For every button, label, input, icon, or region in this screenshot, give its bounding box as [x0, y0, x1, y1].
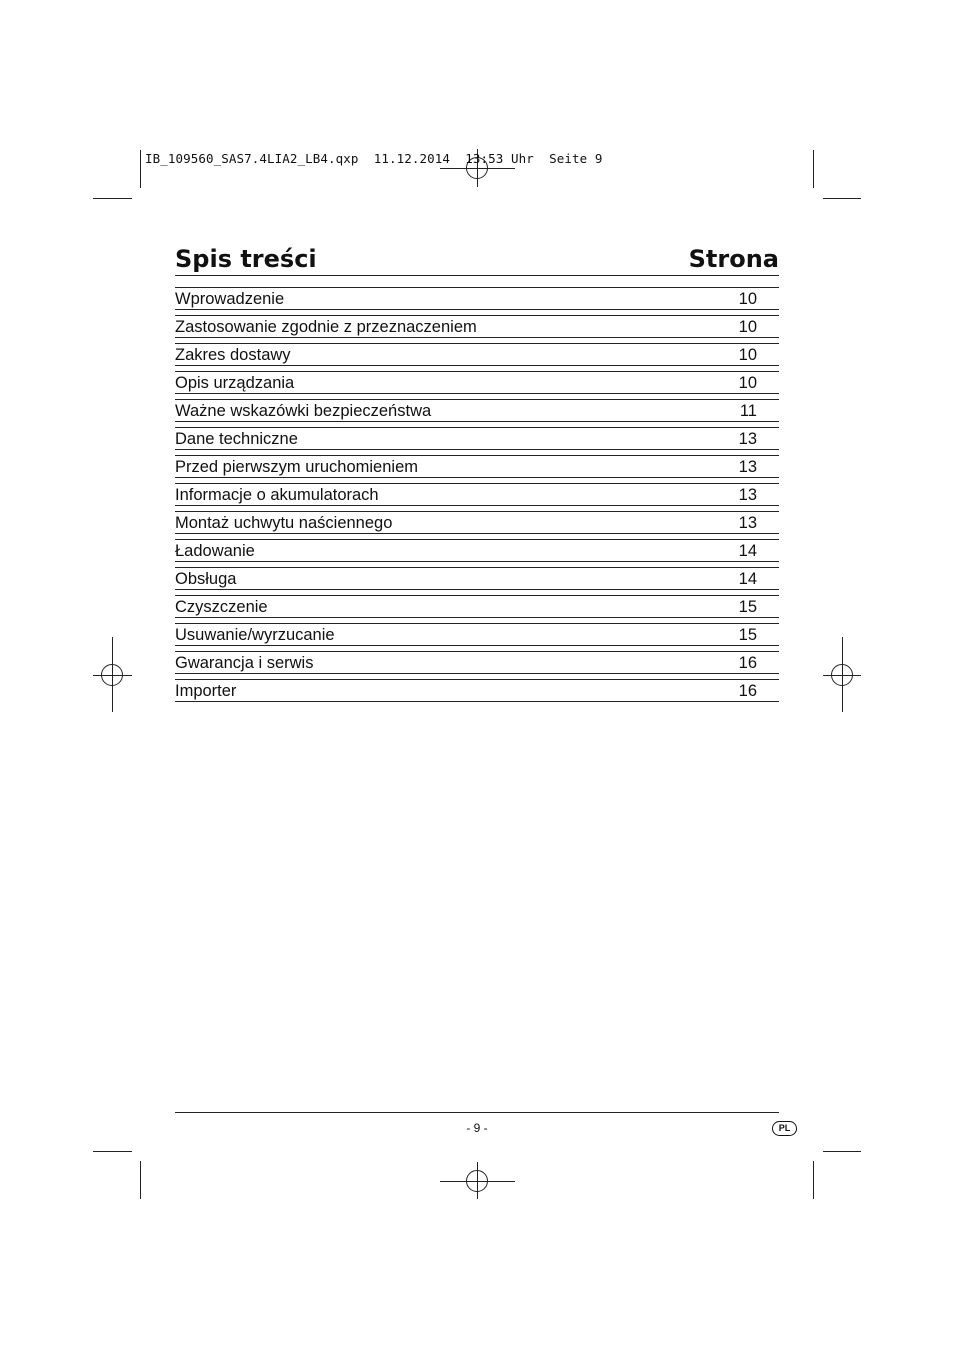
- toc-entry[interactable]: [175, 483, 779, 506]
- registration-mark-right-circle: [831, 664, 853, 686]
- registration-mark-bottom-circle: [466, 1170, 488, 1192]
- crop-mark-bottom-left-vertical: [140, 1161, 141, 1199]
- toc-entry[interactable]: [175, 539, 779, 562]
- toc-entry-page: 10: [738, 374, 757, 392]
- crop-mark-bottom-left-horizontal: [93, 1151, 132, 1152]
- toc-entry-page: 10: [738, 318, 757, 336]
- toc-entry-page: 14: [738, 570, 757, 588]
- toc-title: Spis treści: [175, 245, 317, 273]
- registration-mark-left-circle: [101, 664, 123, 686]
- toc-entry-label: Ważne wskazówki bezpieczeństwa: [175, 402, 432, 420]
- toc-entry-page: 15: [738, 598, 757, 616]
- toc-entry[interactable]: [175, 595, 779, 618]
- toc-entry-label: Dane techniczne: [175, 430, 298, 448]
- toc-list: [175, 287, 779, 707]
- crop-mark-top-right-horizontal: [823, 198, 861, 199]
- toc-entry-label: Informacje o akumulatorach: [175, 486, 379, 504]
- toc-entry[interactable]: [175, 623, 779, 646]
- toc-entry-label: Ładowanie: [175, 542, 255, 560]
- toc-entry[interactable]: [175, 287, 779, 310]
- toc-entry-label: Wprowadzenie: [175, 290, 285, 308]
- crop-mark-top-left-vertical: [140, 150, 141, 188]
- toc-entry-page: 15: [738, 626, 757, 644]
- footer-rule: [175, 1112, 779, 1113]
- toc-entry-page: 10: [738, 346, 757, 364]
- toc-entry[interactable]: [175, 315, 779, 338]
- crop-mark-top-right-vertical: [813, 150, 814, 188]
- language-badge: PL: [772, 1121, 797, 1136]
- toc-entry-page: 14: [738, 542, 757, 560]
- toc-entry-label: Opis urządzania: [175, 374, 295, 392]
- toc-header: [175, 244, 779, 276]
- crop-mark-top-left-horizontal: [93, 198, 132, 199]
- toc-entry[interactable]: [175, 567, 779, 590]
- toc-entry[interactable]: [175, 427, 779, 450]
- toc-entry-label: Montaż uchwytu naściennego: [175, 514, 393, 532]
- toc-entry-label: Gwarancja i serwis: [175, 654, 314, 672]
- toc-entry[interactable]: [175, 455, 779, 478]
- toc-entry-label: Zakres dostawy: [175, 346, 291, 364]
- toc-entry[interactable]: [175, 651, 779, 674]
- toc-entry-label: Czyszczenie: [175, 598, 268, 616]
- toc-entry[interactable]: [175, 371, 779, 394]
- crop-mark-bottom-right-vertical: [813, 1161, 814, 1199]
- toc-entry-page: 13: [738, 430, 757, 448]
- toc-entry[interactable]: [175, 343, 779, 366]
- toc-entry-page: 16: [738, 654, 757, 672]
- page-number: - 9 -: [466, 1121, 488, 1135]
- toc-entry-page: 10: [738, 290, 757, 308]
- toc-entry[interactable]: [175, 399, 779, 422]
- toc-entry[interactable]: [175, 679, 779, 702]
- print-slug: IB_109560_SAS7.4LIA2_LB4.qxp 11.12.2014 13:53 Uhr Seite 9: [145, 151, 603, 166]
- toc-entry-page: 13: [738, 458, 757, 476]
- crop-mark-bottom-right-horizontal: [823, 1151, 861, 1152]
- toc-entry-label: Usuwanie/wyrzucanie: [175, 626, 335, 644]
- toc-page-column-label: Strona: [688, 245, 779, 273]
- toc-entry-page: 13: [738, 514, 757, 532]
- toc-entry[interactable]: [175, 511, 779, 534]
- toc-entry-page: 11: [739, 402, 757, 420]
- toc-entry-page: 16: [738, 682, 757, 700]
- toc-entry-label: Przed pierwszym uruchomieniem: [175, 458, 418, 476]
- toc-entry-label: Importer: [175, 682, 237, 700]
- toc-entry-page: 13: [738, 486, 757, 504]
- toc-entry-label: Zastosowanie zgodnie z przeznaczeniem: [175, 318, 477, 336]
- toc-entry-label: Obsługa: [175, 570, 237, 588]
